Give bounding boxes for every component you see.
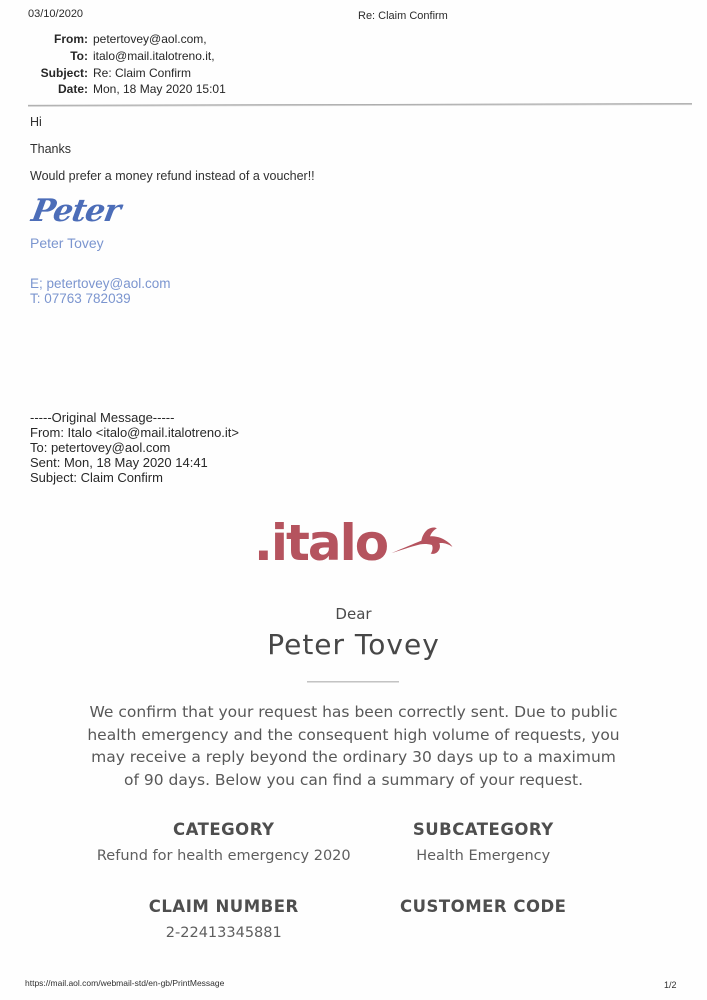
header-value-subject: Re: Claim Confirm (93, 65, 192, 80)
original-message-from: From: Italo <italo@mail.italotreno.it> (30, 424, 240, 440)
confirmation-paragraph: We confirm that your request has been correctly sent. Due to public health emergency and the consequent high volume of requests, you may receive a reply beyond the ordinary 30 days up to a maximum of 90 days. Below you can find a summary of your request. (87, 703, 620, 789)
signature-phone: T: 07763 782039 (30, 291, 131, 306)
original-message-block (30, 411, 239, 486)
request-summary (96, 820, 611, 943)
original-message-subject: Subject: Claim Confirm (30, 469, 163, 485)
salutation: Dear (335, 605, 372, 623)
leaping-hare-path (392, 527, 453, 553)
summary-cell-category (96, 820, 352, 866)
subcategory-value: Health Emergency (416, 848, 551, 864)
header-divider (28, 103, 692, 107)
handwritten-signature: Peter (28, 193, 123, 229)
header-row-date (28, 84, 226, 101)
subcategory-label: SUBCATEGORY (412, 820, 554, 839)
recipient-name: Peter Tovey (267, 628, 440, 661)
message-thanks: Thanks (30, 142, 71, 156)
summary-cell-subcategory (356, 820, 612, 866)
print-header-date: 03/10/2020 (28, 8, 84, 20)
signature-email: E; petertovey@aol.com (30, 276, 171, 291)
italo-logo-text: .italo (253, 514, 388, 572)
summary-cell-customer-code (356, 897, 612, 943)
print-footer-page: 1/2 (664, 980, 677, 990)
header-value-to: italo@mail.italotreno.it, (93, 48, 215, 63)
summary-cell-claim-number (96, 897, 352, 943)
message-body: Would prefer a money refund instead of a voucher!! (30, 169, 315, 183)
header-label-from: From: (54, 32, 88, 46)
customer-code-label: CUSTOMER CODE (400, 897, 567, 916)
leaping-hare-icon (391, 524, 453, 566)
original-message-to: To: petertovey@aol.com (30, 439, 171, 455)
category-label: CATEGORY (173, 820, 275, 839)
header-label-date: Date: (57, 82, 88, 97)
claim-number-value: 2-22413345881 (165, 925, 282, 941)
original-message-sent: Sent: Mon, 18 May 2020 14:41 (30, 454, 208, 470)
name-divider (307, 681, 399, 683)
header-value-date: Mon, 18 May 2020 15:01 (93, 82, 226, 97)
header-value-from: petertovey@aol.com, (93, 32, 207, 46)
email-header-table (28, 34, 226, 101)
original-message-separator: -----Original Message----- (30, 410, 175, 425)
header-label-subject: Subject: (40, 65, 88, 80)
header-label-to: To: (70, 48, 88, 63)
print-header-title: Re: Claim Confirm (358, 10, 448, 22)
print-footer-url: https://mail.aol.com/webmail-std/en-gb/PrintMessage (25, 978, 225, 988)
customer-code-value (356, 925, 612, 943)
category-value: Refund for health emergency 2020 (96, 848, 351, 864)
message-greeting: Hi (30, 115, 42, 129)
signature-name: Peter Tovey (30, 235, 104, 251)
italo-logo (0, 514, 707, 572)
claim-number-label: CLAIM NUMBER (148, 897, 299, 916)
